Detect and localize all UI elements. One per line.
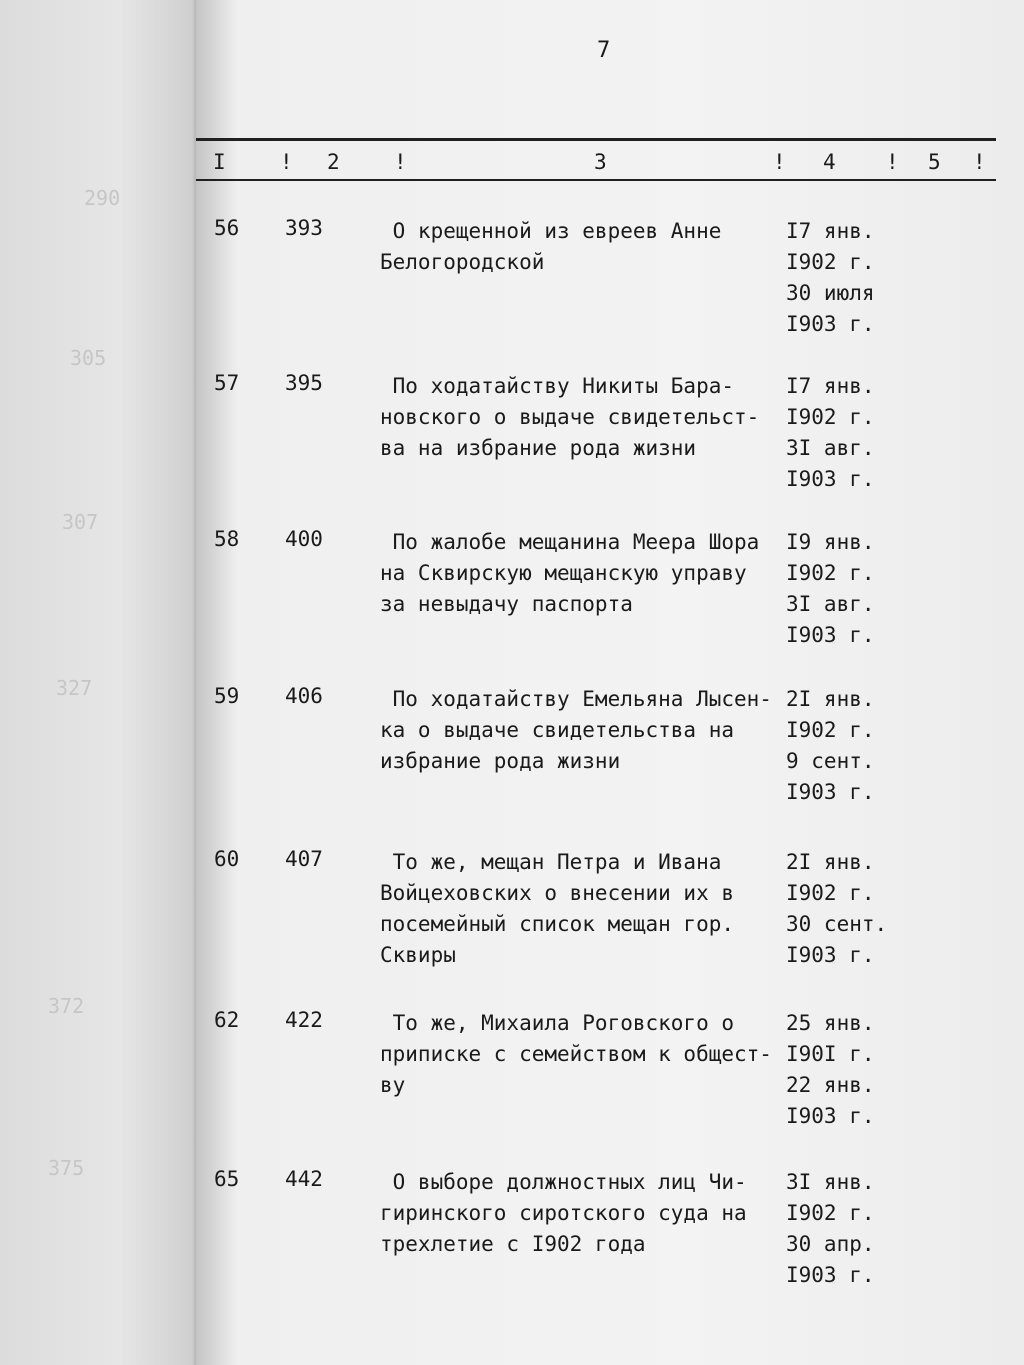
file-number: 395 — [285, 371, 323, 395]
row-dates — [786, 1008, 896, 1132]
date-start: 3I янв. — [786, 1170, 875, 1194]
file-number: 442 — [285, 1167, 323, 1191]
row-number: 58 — [214, 527, 240, 551]
year-end: I903 г. — [786, 623, 875, 647]
page-number: 7 — [597, 38, 611, 63]
row-number: 57 — [214, 371, 240, 395]
year-end: I903 г. — [786, 943, 875, 967]
header-col-2: 2 — [327, 150, 340, 174]
year-start: I902 г. — [786, 1201, 875, 1225]
row-title: То же, мещан Петра и Ивана Войцеховских о внесении их в посемейный список мещан гор. Сквиры — [380, 850, 735, 967]
file-number: 393 — [285, 216, 323, 240]
year-end: I903 г. — [786, 1263, 875, 1287]
header-sep: ! — [280, 150, 293, 174]
row-title: О крещенной из евреев Анне Белогородской — [380, 219, 722, 274]
row-title: То же, Михаила Роговского о приписке с семейством к общест- ву — [380, 1011, 772, 1097]
date-end: 9 сент. — [786, 749, 875, 773]
year-end: I903 г. — [786, 312, 875, 336]
header-col-1: I — [213, 150, 226, 174]
ghost-number: 305 — [70, 346, 107, 370]
year-end: I903 г. — [786, 780, 875, 804]
date-end: 22 янв. — [786, 1073, 875, 1097]
ghost-number: 375 — [48, 1156, 85, 1180]
row-title: О выборе должностных лиц Чи- гиринского сиротского суда на трехлетие с I902 года — [380, 1170, 747, 1256]
row-dates — [786, 684, 896, 808]
date-start: 25 янв. — [786, 1011, 875, 1035]
date-end: 30 июля — [786, 281, 875, 305]
date-end: 30 сент. — [786, 912, 888, 936]
year-start: I902 г. — [786, 881, 875, 905]
year-end: I903 г. — [786, 467, 875, 491]
date-start: 2I янв. — [786, 687, 875, 711]
year-start: I902 г. — [786, 718, 875, 742]
header-sep: ! — [973, 150, 986, 174]
date-start: 2I янв. — [786, 850, 875, 874]
row-dates — [786, 1167, 896, 1291]
ghost-number: 372 — [48, 994, 85, 1018]
header-sep: ! — [886, 150, 899, 174]
row-title: По ходатайству Никиты Бара- новского о выдаче свидетельст- ва на избрание рода жизни — [380, 374, 760, 460]
row-dates — [786, 527, 896, 651]
ghost-number: 307 — [62, 510, 99, 534]
row-number: 59 — [214, 684, 240, 708]
year-start: I902 г. — [786, 561, 875, 585]
year-end: I903 г. — [786, 1104, 875, 1128]
ghost-number: 290 — [84, 186, 121, 210]
header-rule-top — [196, 138, 996, 141]
row-dates — [786, 371, 896, 495]
left-page — [0, 0, 200, 1365]
row-number: 56 — [214, 216, 240, 240]
year-start: I90I г. — [786, 1042, 875, 1066]
row-title: По жалобе мещанина Меера Шора на Сквирскую мещанскую управу за невыдачу паспорта — [380, 530, 760, 616]
header-col-3: 3 — [594, 150, 607, 174]
date-end: 3I авг. — [786, 592, 875, 616]
row-number: 65 — [214, 1167, 240, 1191]
file-number: 422 — [285, 1008, 323, 1032]
ghost-number: 327 — [56, 676, 93, 700]
row-dates — [786, 216, 896, 340]
right-page — [196, 0, 1024, 1365]
date-end: 30 апр. — [786, 1232, 875, 1256]
date-end: 3I авг. — [786, 436, 875, 460]
file-number: 400 — [285, 527, 323, 551]
row-dates — [786, 847, 896, 971]
year-start: I902 г. — [786, 405, 875, 429]
header-sep: ! — [394, 150, 407, 174]
year-start: I902 г. — [786, 250, 875, 274]
date-start: I7 янв. — [786, 374, 875, 398]
header-rule-bottom — [196, 179, 996, 181]
file-number: 406 — [285, 684, 323, 708]
date-start: I9 янв. — [786, 530, 875, 554]
row-title: По ходатайству Емельяна Лысен- ка о выдаче свидетельства на избрание рода жизни — [380, 687, 772, 773]
row-number: 62 — [214, 1008, 240, 1032]
header-sep: ! — [773, 150, 786, 174]
header-col-5: 5 — [928, 150, 941, 174]
date-start: I7 янв. — [786, 219, 875, 243]
file-number: 407 — [285, 847, 323, 871]
header-col-4: 4 — [823, 150, 836, 174]
row-number: 60 — [214, 847, 240, 871]
